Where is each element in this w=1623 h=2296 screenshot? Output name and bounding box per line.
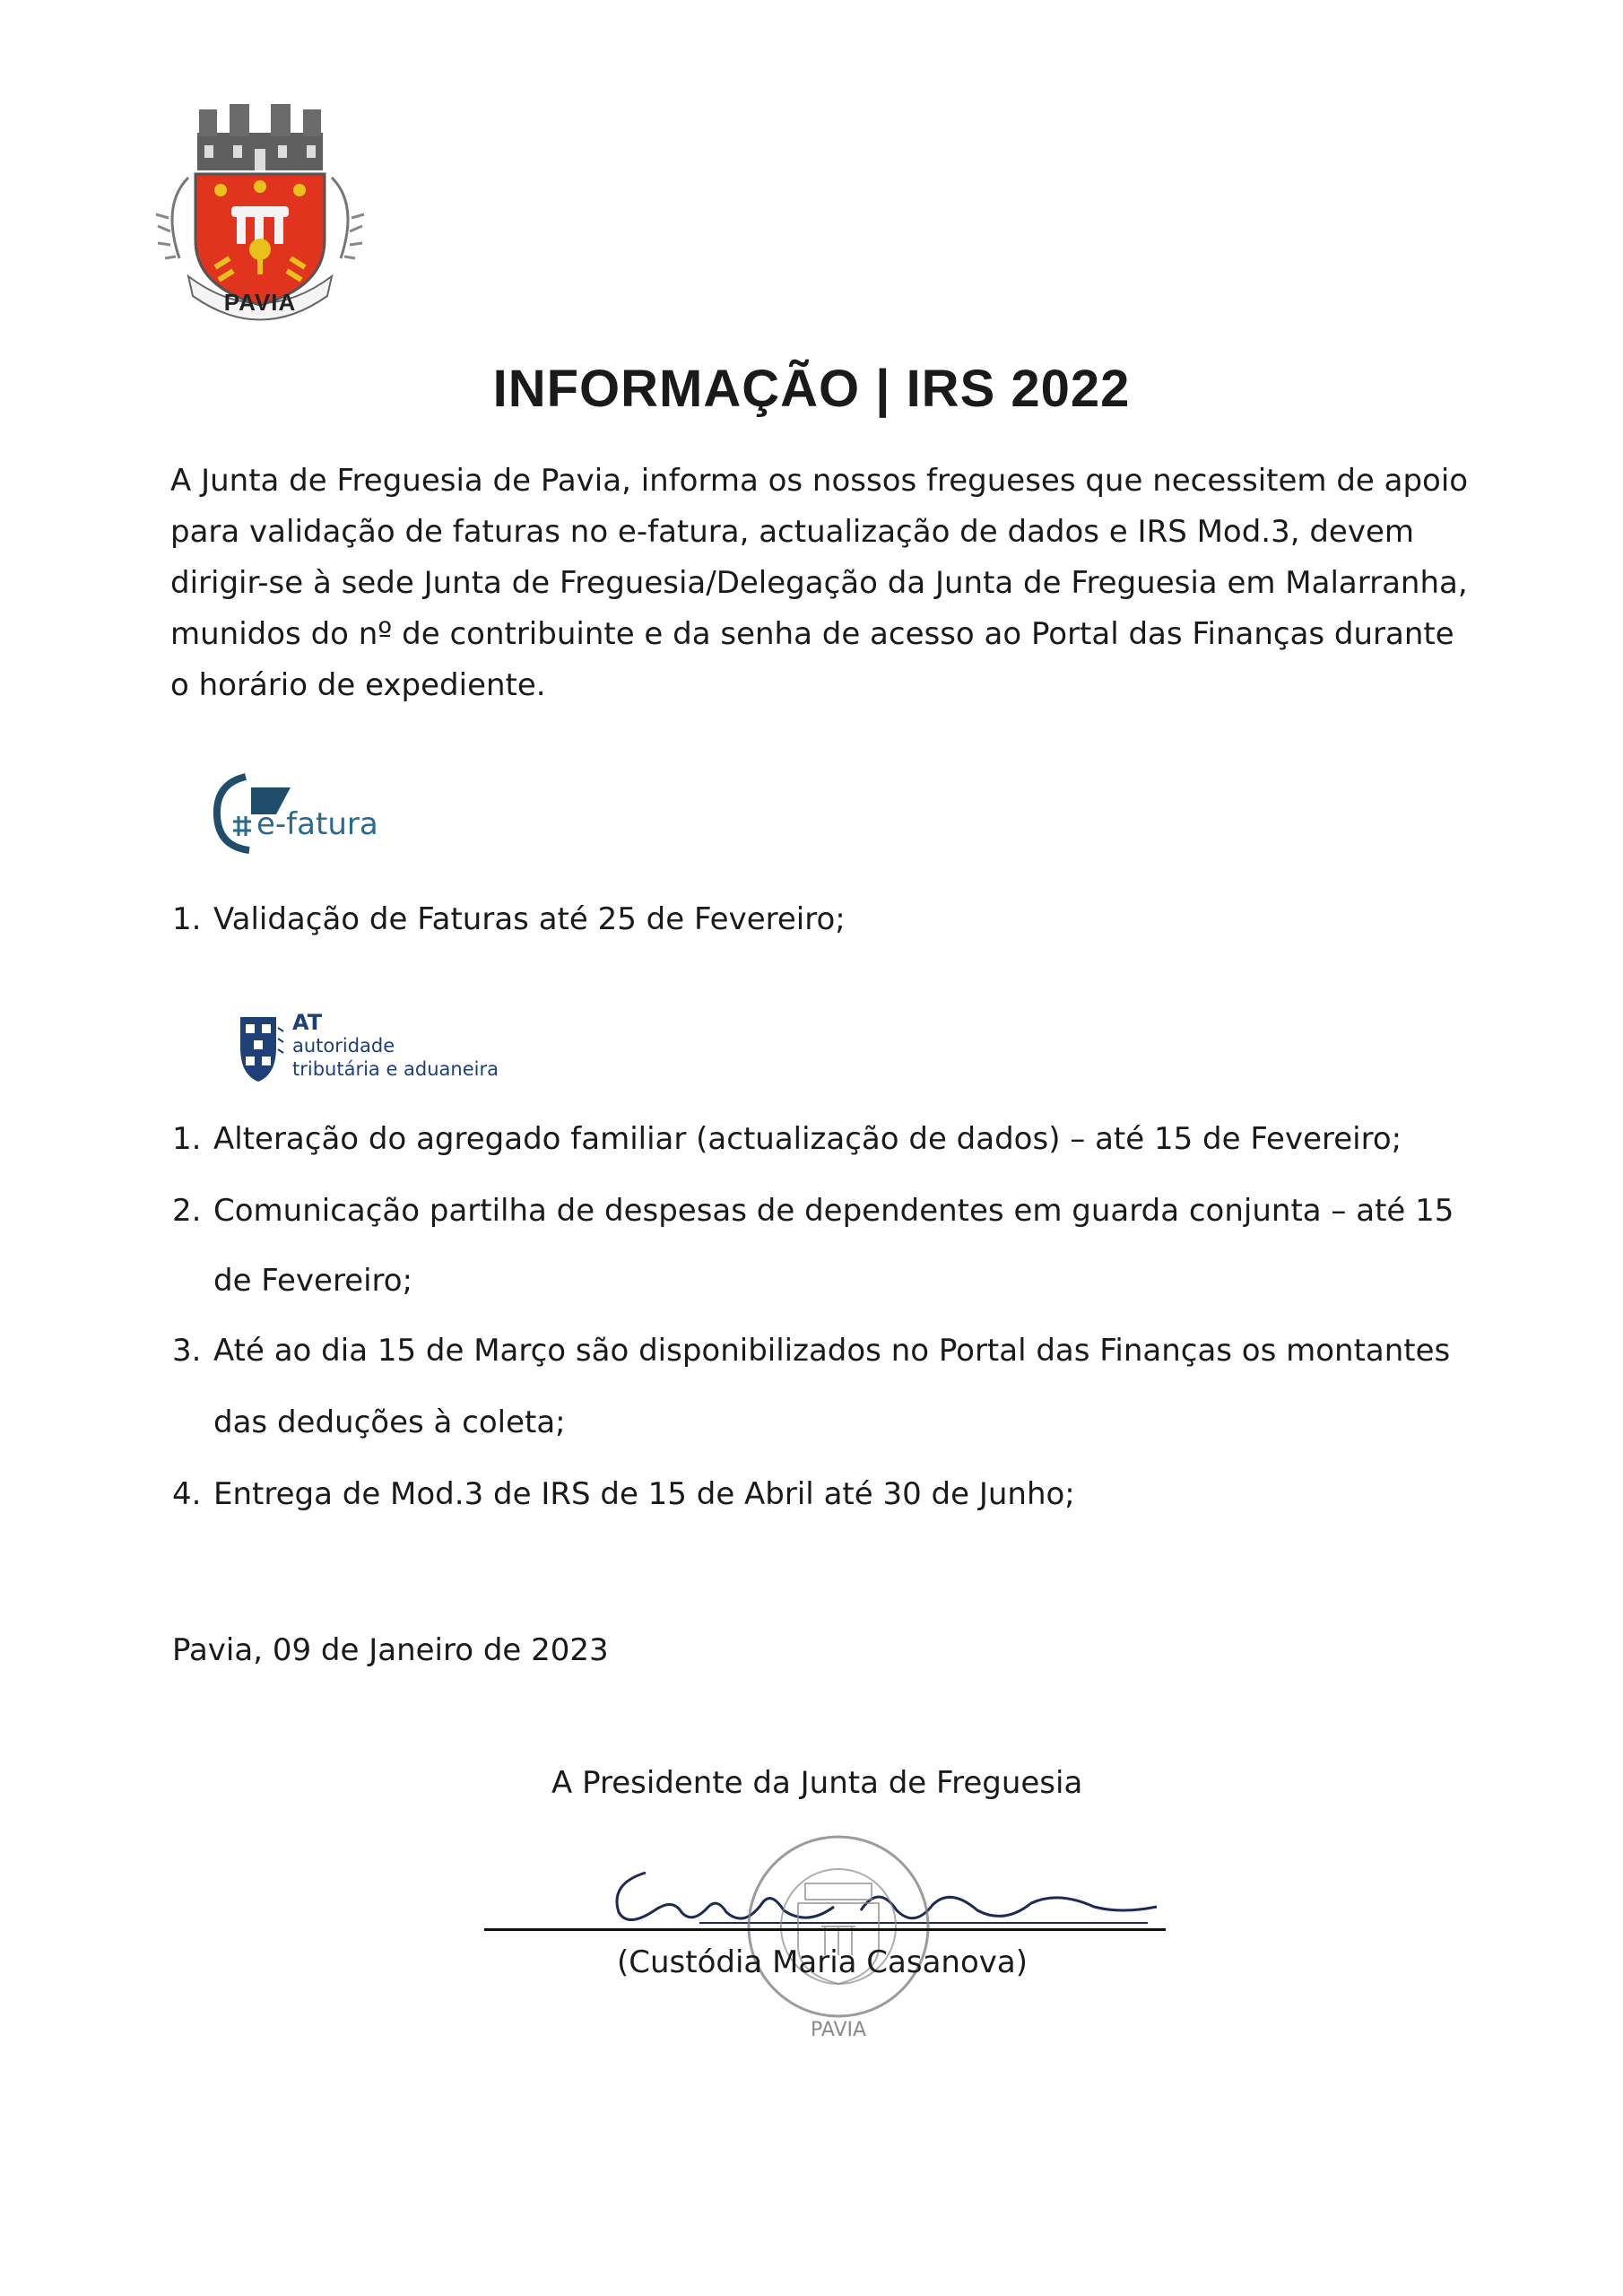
- signature-line: [484, 1928, 1166, 1931]
- list-text: Comunicação partilha de despesas de dependentes em guarda conjunta – até 15: [213, 1193, 1454, 1229]
- list-item: [172, 1121, 1402, 1157]
- list-item: [172, 1193, 1454, 1229]
- list-item: [172, 1333, 1450, 1369]
- stamp-text: PAVIA: [810, 2019, 867, 2041]
- list-text: Alteração do agregado familiar (actualização de dados) – até 15 de Fevereiro;: [213, 1121, 1402, 1157]
- intro-line: o horário de expediente.: [170, 667, 546, 703]
- intro-line: munidos do nº de contribuinte e da senha de acesso ao Portal das Finanças durante: [170, 616, 1454, 652]
- list-number: 1.: [172, 1121, 202, 1157]
- hash-icon: [233, 816, 251, 836]
- at-logo-line: autoridade: [292, 1035, 395, 1057]
- intro-line: para validação de faturas no e-fatura, actualização de dados e IRS Mod.3, devem: [170, 514, 1415, 550]
- list-number: 3.: [172, 1333, 202, 1369]
- list-number: 4.: [172, 1476, 202, 1512]
- at-logo-abbrev: AT: [292, 1010, 323, 1035]
- list-text: Até ao dia 15 de Março são disponibilizados no Portal das Finanças os montantes: [213, 1333, 1451, 1369]
- at-emblem-icon: [237, 1012, 287, 1085]
- at-logo-line: tributária e aduaneira: [292, 1058, 499, 1080]
- page-title: INFORMAÇÃO | IRS 2022: [492, 360, 1131, 418]
- list-number: 2.: [172, 1193, 202, 1229]
- signer-name: (Custódia Maria Casanova): [617, 1944, 1028, 1980]
- list-text: Validação de Faturas até 25 de Fevereiro;: [213, 901, 846, 937]
- place-date: Pavia, 09 de Janeiro de 2023: [172, 1632, 609, 1668]
- list-item-continuation: de Fevereiro;: [213, 1263, 413, 1299]
- list-number: 1.: [172, 901, 202, 937]
- intro-line: dirigir-se à sede Junta de Freguesia/Delegação da Junta de Freguesia em Malarranha,: [170, 565, 1468, 601]
- list-item: [172, 901, 846, 937]
- efatura-logo: [212, 770, 409, 859]
- official-stamp: [735, 1821, 942, 2054]
- list-item: [172, 1476, 1075, 1512]
- intro-line: A Junta de Freguesia de Pavia, informa os nossos fregueses que necessitem de apoio: [170, 463, 1469, 499]
- list-text: Entrega de Mod.3 de IRS de 15 de Abril até 30 de Junho;: [213, 1476, 1075, 1512]
- signer-title: A Presidente da Junta de Freguesia: [551, 1765, 1083, 1801]
- intro-paragraph: [170, 456, 1468, 711]
- crest-label: PAVIA: [223, 289, 297, 316]
- at-logo: [237, 1012, 542, 1085]
- list-item-continuation: das deduções à coleta;: [213, 1405, 566, 1440]
- efatura-logo-text: e-fatura: [256, 806, 378, 842]
